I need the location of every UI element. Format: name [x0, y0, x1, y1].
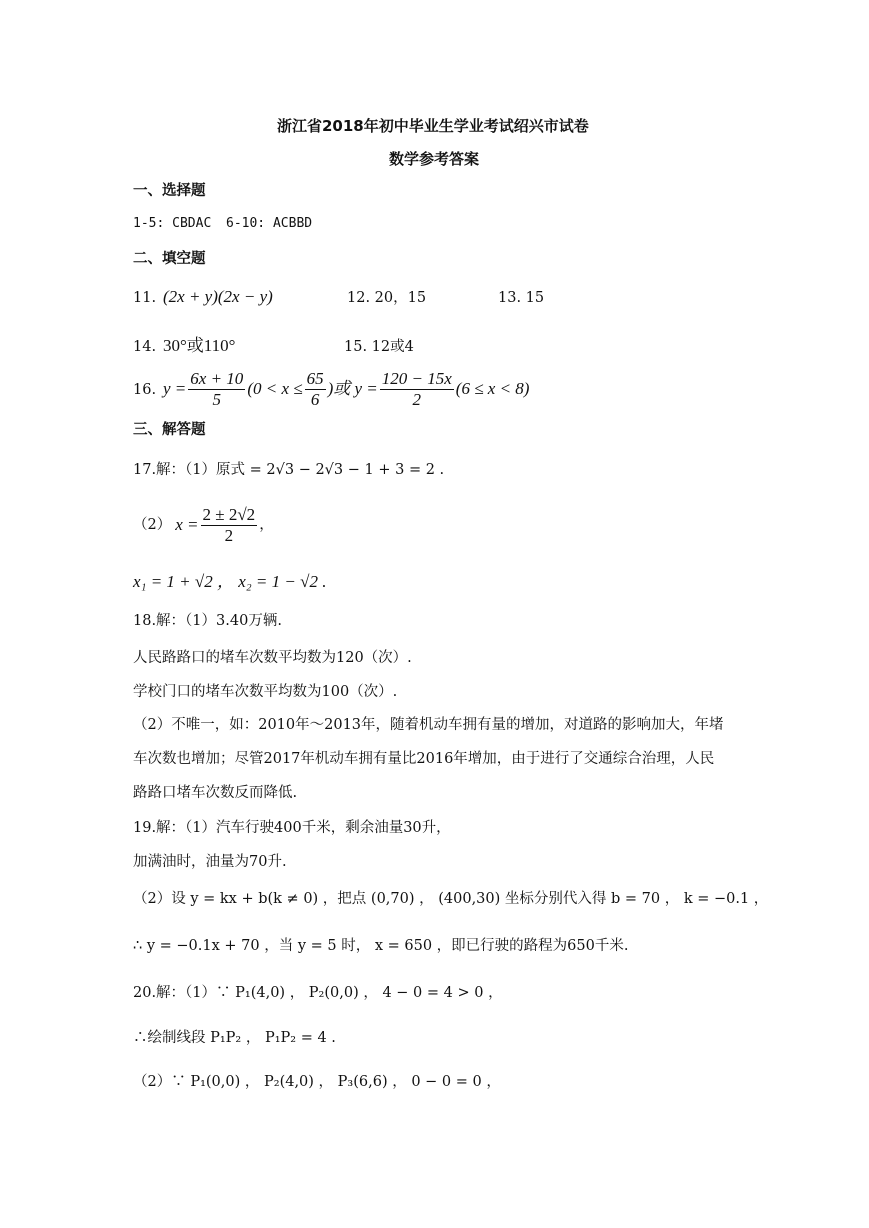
q17-numerator: 2 ± 2√2: [202, 504, 256, 524]
q20-line2: ∴绘制线段 P₁P₂ ， P₁P₂ = 4 .: [133, 1030, 336, 1046]
q18-line5: 车次数也增加；尽管2017年机动车拥有量比2016年增加，由于进行了交通综合治理，人民: [133, 751, 715, 767]
q16-denominator-3: 2: [412, 389, 422, 409]
q17-comma: ，: [259, 517, 274, 533]
q17-part2-label: （2）: [133, 517, 172, 533]
q18-line3: 学校门口的堵车次数平均数为100（次）.: [133, 684, 398, 700]
q11-answer: (2x + y)(2x − y): [163, 287, 273, 306]
q12-answer: 12. 20，15: [347, 290, 427, 306]
q18-line4: （2）不唯一，如：2010年～2013年，随着机动车拥有量的增加，对道路的影响加大，年堵: [133, 717, 724, 733]
answers-6-10: 6-10: ACBBD: [226, 216, 313, 231]
q19-line2: 加满油时，油量为70升.: [133, 854, 287, 870]
q17-part1: 17.解：（1）原式 = 2√3 − 2√3 − 1 + 3 = 2 .: [133, 462, 445, 478]
q17-denominator: 2: [224, 525, 234, 545]
q17-fraction: [201, 505, 258, 546]
q20-line3: （2）∵ P₁(0,0) ， P₂(4,0) ， P₃(6,6) ， 0 − 0 = 0 ，: [133, 1074, 501, 1090]
q17-x-equals: x =: [175, 515, 199, 534]
q16-numerator-2: 65: [306, 368, 324, 388]
q19-line3: （2）设 y = kx + b(k ≠ 0) ，把点 (0,70) ， (400,30) 坐标分别代入得 b = 70 ， k = −0.1 ，: [133, 891, 769, 907]
q19-line1: 19.解：（1）汽车行驶400千米，剩余油量30升，: [133, 820, 451, 836]
q16-or-y-equals: )或 y =: [327, 379, 378, 398]
q16-denominator-2: 6: [310, 389, 320, 409]
q17-part2: [133, 502, 274, 548]
q11-label: 11.: [133, 290, 157, 306]
q14-label: 14.: [133, 339, 157, 355]
q16-domain-2: (6 ≤ x < 8): [455, 379, 530, 398]
q16-denominator-1: 5: [212, 389, 222, 409]
q19-line4: ∴ y = −0.1x + 70 ，当 y = 5 时， x = 650 ，即已行驶的路程为650千米.: [133, 938, 629, 954]
q16-y-equals: y =: [163, 379, 187, 398]
q16-numerator-3: 120 − 15x: [381, 368, 452, 388]
q18-line2: 人民路路口的堵车次数平均数为120（次）.: [133, 650, 412, 666]
section-heading-solutions: 三、解答题: [133, 422, 206, 438]
q18-line6: 路路口堵车次数反而降低.: [133, 785, 298, 801]
answers-1-5: 1-5: CBDAC: [133, 216, 212, 231]
q16-domain-1-start: (0 < x ≤: [247, 379, 303, 398]
q16-fraction-2: [305, 369, 326, 410]
q13-answer: 13. 15: [498, 290, 545, 306]
page-subtitle: 数学参考答案: [389, 150, 480, 168]
section-heading-fill: 二、填空题: [133, 251, 206, 267]
q14-answer: 30°或110°: [163, 336, 236, 355]
q16-label: 16.: [133, 382, 157, 398]
q16-fraction-3: [380, 369, 454, 410]
q15-answer: 15. 12或4: [344, 339, 414, 355]
q20-line1: 20.解：（1）∵ P₁(4,0) ， P₂(0,0) ， 4 − 0 = 4 > 0 ，: [133, 985, 503, 1001]
q16-numerator-1: 6x + 10: [190, 368, 244, 388]
q16-fraction-1: [188, 369, 245, 410]
section-heading-choice: 一、选择题: [133, 183, 206, 199]
q18-line1: 18.解：（1）3.40万辆.: [133, 613, 282, 629]
q17-roots: x₁ = 1 + √2 ， x₂ = 1 − √2 .: [133, 572, 327, 591]
page-title: 浙江省2018年初中毕业生学业考试绍兴市试卷: [277, 117, 589, 135]
q16-answer: [163, 367, 529, 411]
